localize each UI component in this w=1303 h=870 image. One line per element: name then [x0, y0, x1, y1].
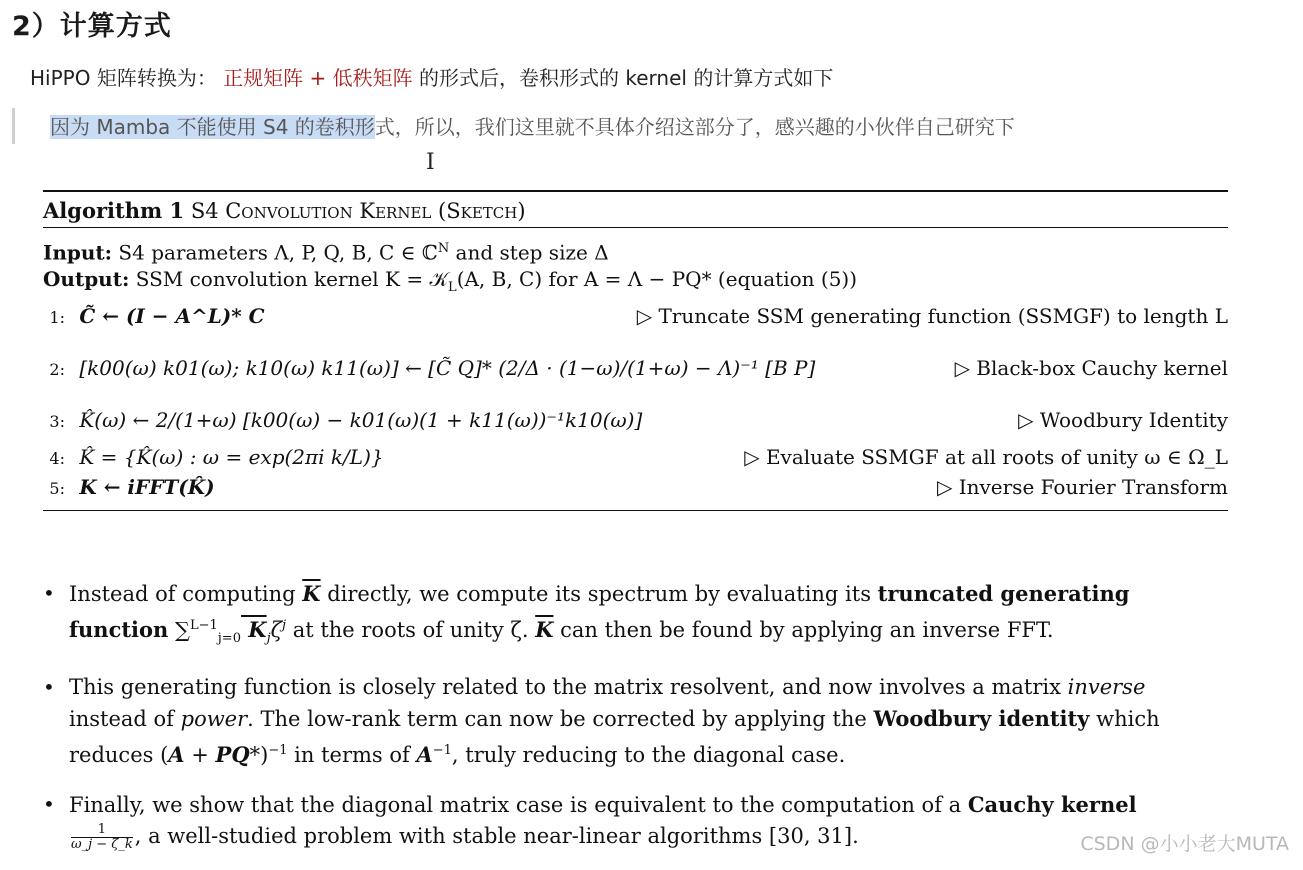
sup: −1 [432, 743, 452, 759]
line-comment: ▷ Black-box Cauchy kernel [954, 356, 1228, 380]
line-comment: ▷ Inverse Fourier Transform [936, 475, 1228, 499]
line-number: 1: [49, 308, 65, 327]
math-K: $\overline{K}$ [302, 581, 321, 606]
algorithm-title-text: S4 Convolution Kernel (Sketch) [190, 199, 526, 223]
text-cursor-icon: I [426, 150, 435, 175]
bold-text: Woodbury identity [873, 706, 1090, 732]
bold-text: Cauchy kernel [967, 792, 1137, 818]
input-tail: and step size Δ [455, 240, 609, 265]
section-heading: 2）计算方式 [12, 11, 172, 42]
italic-text: power [180, 707, 248, 732]
sum-symbol: ∑ [168, 618, 190, 642]
line-comment: ▷ Woodbury Identity [1018, 408, 1228, 432]
text: can then be found by applying an inverse FFT. [553, 618, 1054, 642]
intro-red-lowrank-matrix: 低秩矩阵 [332, 66, 413, 90]
math-A: A [168, 742, 185, 768]
intro-red-normal-matrix: 正规矩阵 + [223, 66, 327, 90]
bullet-item [43, 789, 1228, 852]
algorithm-label: Algorithm 1 [43, 198, 185, 223]
algorithm-output [43, 264, 1228, 294]
text: Instead of computing [69, 582, 303, 606]
bold-text: function [69, 617, 169, 642]
text: in terms of [287, 743, 417, 768]
line-number: 4: [49, 449, 65, 468]
watermark: CSDN @小小老大MUTA [1080, 833, 1289, 855]
line-math: K ← iFFT(K̂) [79, 475, 215, 499]
input-sup: N [437, 241, 450, 256]
algorithm-line-1 [43, 294, 1228, 338]
text: , truly reducing to the diagonal case. [451, 743, 846, 768]
algorithm-line-2 [43, 338, 1228, 398]
intro-paragraph [30, 62, 833, 91]
frac-num: 1 [71, 823, 133, 838]
line-comment: ▷ Truncate SSM generating function (SSMGF) to length L [636, 304, 1228, 328]
sub-j: j [266, 631, 271, 647]
math-K: $\overline{K}$ [535, 617, 554, 642]
bold-text: truncated generating [877, 581, 1130, 606]
input-text: S4 parameters Λ, P, Q, B, C ∈ ℂ [118, 240, 438, 265]
sum-lower: j=0 [217, 631, 241, 647]
zeta: ζ [270, 618, 282, 642]
algorithm-bottom-rule [43, 510, 1228, 511]
blockquote-bar [12, 108, 15, 144]
algorithm-title [43, 192, 1228, 227]
input-label: Input: [43, 240, 113, 265]
math-K: K [240, 617, 267, 642]
blockquote-rest[interactable]: 式，所以，我们这里就不具体介绍这部分了，感兴趣的小伙伴自己研究下 [374, 115, 1015, 139]
algorithm-line-3 [43, 398, 1228, 442]
output-sub: L [448, 280, 457, 295]
sup-j: j [281, 618, 287, 633]
text: *) [249, 743, 269, 768]
text: , a well-studied problem with stable near-linear algorithms [30, 31]. [134, 824, 859, 849]
text: directly, we compute its spectrum by evaluating its [320, 582, 878, 606]
output-tail: (A, B, C) for A = Λ − PQ* (equation (5)) [456, 267, 858, 291]
line-math: C̃ ← (I − A^L)* C [79, 304, 265, 328]
output-text: SSM convolution kernel K = 𝒦 [135, 267, 449, 291]
sup: −1 [268, 743, 288, 759]
bullet-item [43, 672, 1228, 771]
frac-den: ω_j − ζ_k [71, 837, 133, 853]
line-number: 3: [49, 412, 65, 431]
line-math: K̂ = {K̂(ω) : ω = exp(2πi k/L)} [79, 445, 384, 469]
line-math: [k00(ω) k01(ω); k10(ω) k11(ω)] ← [C̃ Q]* (2/Δ · (1−ω)/(1+ω) − Λ)⁻¹ [B P] [79, 356, 816, 380]
intro-text-pre: HiPPO 矩阵转换为： [30, 66, 217, 90]
math-PQ: PQ [215, 742, 250, 768]
selected-text[interactable]: 因为 Mamba 不能使用 S4 的卷积形 [50, 115, 375, 139]
text: This generating function is closely related to the matrix resolvent, and now involves a matrix [69, 675, 1068, 700]
line-number: 5: [49, 479, 65, 498]
bullet-item [43, 578, 1228, 654]
line-comment: ▷ Evaluate SSMGF at all roots of unity ω ∈ Ω_L [744, 445, 1228, 469]
math-A: A [416, 742, 433, 768]
cauchy-fraction [71, 823, 133, 852]
line-math: K̂(ω) ← 2/(1+ω) [k00(ω) − k01(ω)(1 + k11(ω))⁻¹k10(ω)] [79, 408, 643, 432]
text: at the roots of unity ζ. [286, 618, 536, 642]
bullet-list [43, 578, 1228, 870]
italic-text: inverse [1067, 675, 1146, 700]
algorithm-line-5 [43, 472, 1228, 502]
blockquote[interactable] [50, 111, 1015, 140]
sum-upper: L−1 [189, 618, 218, 633]
text: which [1089, 707, 1160, 732]
intro-text-post: 的形式后，卷积形式的 kernel 的计算方式如下 [419, 66, 834, 90]
algorithm-input [43, 234, 1228, 264]
output-label: Output: [43, 267, 130, 291]
text: instead of [69, 707, 181, 732]
text: reduces ( [69, 743, 169, 768]
line-number: 2: [49, 360, 65, 379]
text: Finally, we show that the diagonal matrix case is equivalent to the computation of a [69, 793, 968, 818]
text: . The low-rank term can now be corrected by applying the [247, 707, 874, 732]
algorithm-box [43, 190, 1228, 511]
algorithm-line-4 [43, 442, 1228, 472]
text: + [184, 743, 216, 768]
